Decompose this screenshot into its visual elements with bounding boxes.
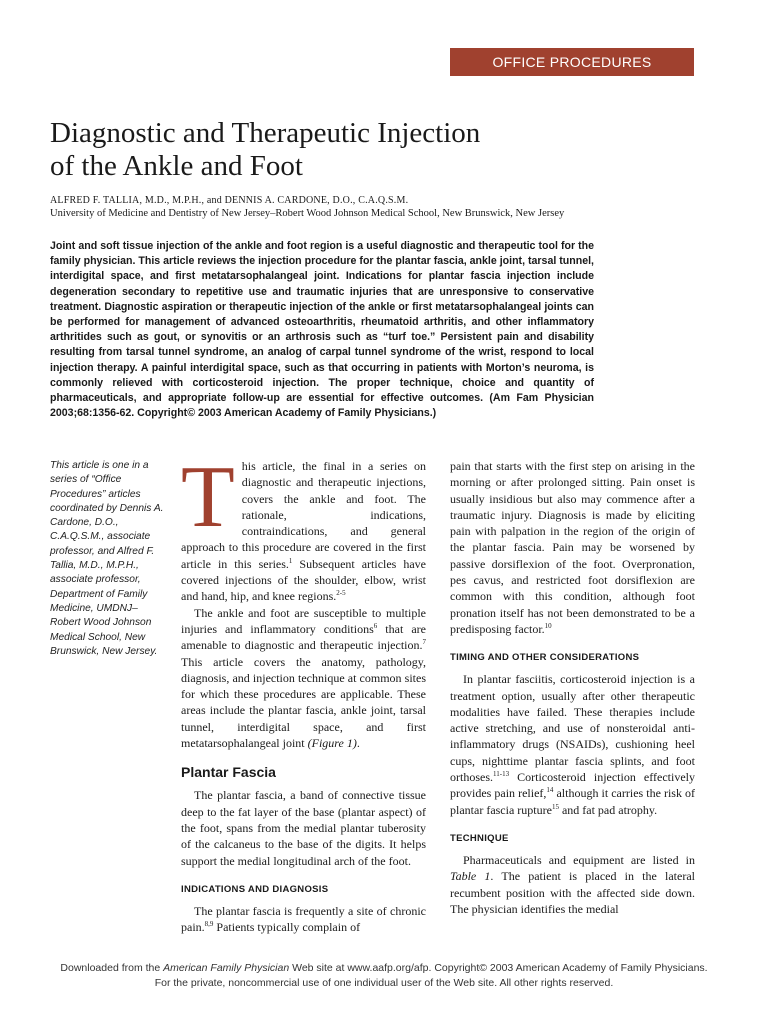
intro-paragraph-1: This article, the final in a series on diagnostic and therapeutic injections, covers the ankle and foot. The rationale, indications, contraindications, and general approach to this procedure are covered in the first article in this series.$^1$ Subsequent articles have covered injections of the shoulder, elbow, wrist and hand, hip, and knee regions.$^{2-5}$ bbox=[181, 449, 426, 604]
timing-paragraph: In plantar fasciitis, corticosteroid injection is a treatment option, usually after other therapeutic modalities have failed. These therapies include active stretching, and use of nonsteroidal anti-inflammatory drugs (NSAIDs), cushioning heel cups, nighttime plantar fascia splints, and foot orthoses.$^{11-13}$ Corticosteroid injection effectively provides pain relief,$^{14}$ although it carries the risk of plantar fascia rupture$^{15}$ and fat pad atrophy. bbox=[450, 672, 695, 817]
reference-marker: 15 bbox=[551, 802, 559, 811]
reference-marker: 10 bbox=[544, 621, 552, 630]
reference-marker: 6 bbox=[373, 621, 378, 630]
indications-paragraph-part: Patients typically complain of bbox=[213, 920, 361, 935]
subheading-timing: TIMING AND OTHER CONSIDERATIONS bbox=[450, 652, 640, 664]
plantar-paragraph: The plantar fascia, a band of connective tissue deep to the fat layer of the base (plantar aspect) of the foot, spans from the medial plantar tuberosity of the calcaneus to the base of the digits. It helps support the medial longitudinal arch of the foot. bbox=[181, 788, 426, 868]
section-banner bbox=[450, 48, 694, 76]
reference-marker: 7 bbox=[422, 638, 426, 647]
subheading-indications: INDICATIONS AND DIAGNOSIS bbox=[181, 883, 329, 895]
section-heading-plantar-fascia: Plantar Fascia bbox=[181, 764, 276, 781]
figure-reference: (Figure 1) bbox=[307, 736, 357, 751]
indications-paragraph: The plantar fascia is frequently a site of chronic pain.$^{8,9}$ Patients typically complain of bbox=[181, 903, 426, 935]
intro-paragraph-2: The ankle and foot are susceptible to multiple injuries and inflammatory conditions$^6$ that are amenable to diagnostic and therapeutic injection.$^7$ This article covers the anatomy, pathology, diagnosis, and injection technique at common sites for which these procedures are applicable. These areas include the plantar fascia, ankle joint, tarsal tunnel, interdigital space, and first metatarsophalangeal joint (Figure 1). bbox=[181, 605, 426, 751]
section-label: OFFICE PROCEDURES bbox=[492, 54, 652, 70]
drop-cap: T bbox=[181, 449, 235, 546]
reference-marker: 11-13 bbox=[493, 770, 510, 779]
indications-paragraph-continued: pain that starts with the first step on arising in the morning or after prolonged sitting. Pain onset is usually insidious but also may commence after a traumatic injury. Diagnosis is made by eliciting pain with palpation in the region of the origin of the plantar fascia. Pain may be worsened by passive dorsiflexion of the foot. Overpronation, pes cavus, and restricted foot dorsiflexion are common with this condition, although foot pronation itself has not been demonstrated to be a predisposing factor.$^{10}$ bbox=[450, 459, 695, 636]
reference-marker: 2-5 bbox=[336, 589, 346, 598]
series-note: This article is one in a series of “Office Procedures” articles coordinated by Dennis A. Cardone, D.O., C.A.Q.S.M., associate professor, and Alfred F. Tallia, M.D., M.P.H., associate professor, Department of Family Medicine, UMDNJ–Robert Wood Johnson Medical School, New Brunswick, New Jersey. bbox=[50, 460, 164, 657]
reference-marker: 1 bbox=[288, 556, 293, 565]
download-notice: Downloaded from the American Family Physician Web site at www.aafp.org/afp. Copyright© 2003 American Academy of Family Physicians. For the private, noncommercial use of one individual user of the Web site. All other rights reserved. bbox=[60, 962, 708, 989]
technique-paragraph: Pharmaceuticals and equipment are listed in Table 1. The patient is placed in the lateral recumbent position with the affected side down. The physician identifies the medial bbox=[450, 852, 695, 916]
article-title bbox=[50, 117, 710, 183]
title-line-2: of the Ankle and Foot bbox=[50, 150, 303, 182]
journal-name: American Family Physician bbox=[163, 962, 290, 974]
title-line-1: Diagnostic and Therapeutic Injection bbox=[50, 117, 481, 149]
body-column-middle bbox=[181, 449, 426, 935]
author-affiliation: University of Medicine and Dentistry of New Jersey–Robert Wood Johnson Medical School, New Brunswick, New Jersey bbox=[50, 208, 565, 219]
author-list: ALFRED F. TALLIA, M.D., M.P.H., and DENNIS A. CARDONE, D.O., C.A.Q.S.M. bbox=[50, 195, 409, 206]
table-reference: Table 1 bbox=[450, 869, 491, 884]
reference-marker: 8,9 bbox=[204, 920, 214, 929]
reference-marker: 14 bbox=[546, 786, 554, 795]
subheading-technique: TECHNIQUE bbox=[450, 832, 509, 844]
abstract: Joint and soft tissue injection of the ankle and foot region is a useful diagnostic and therapeutic tool for the family physician. This article reviews the injection procedure for the plantar fascia, ankle joint, tarsal tunnel, interdigital space, and first metatarsophalangeal joint. Indications for plantar fascia injection include degeneration secondary to repetitive use and traumatic injuries that are unresponsive to conservative treatment. Diagnostic aspiration or therapeutic injection of the ankle or first metatarsophalangeal joints can be performed for management of advanced osteoarthritis, rheumatoid arthritis, and other inflammatory arthritides such as gout, or synovitis or an arthrosis such as “turf toe.” Persistent pain and disability resulting from tarsal tunnel syndrome, an analog of carpal tunnel syndrome of the wrist, respond to local injection therapy. A painful interdigital space, such as that occurring in patients with Morton’s neuroma, is commonly relieved with corticosteroid injection. The proper technique, choice and quantity of pharmaceuticals, and appropriate follow-up are essential for effective outcomes. (Am Fam Physician 2003;68:1356-62. Copyright© 2003 American Academy of Family Physicians.) bbox=[50, 240, 594, 420]
body-column-right bbox=[450, 458, 695, 917]
